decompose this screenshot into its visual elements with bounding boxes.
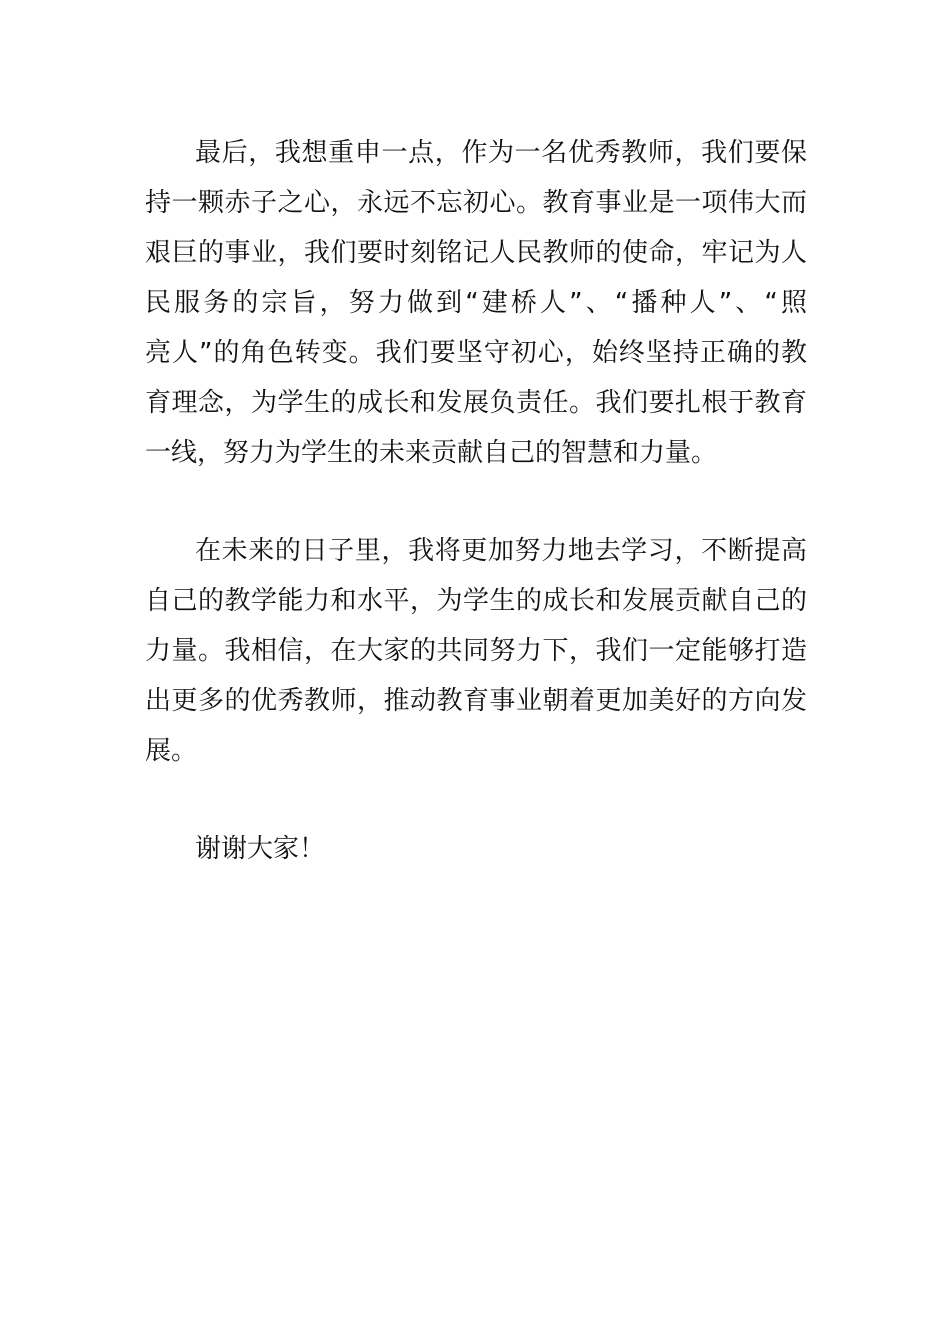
paragraph-2-line-2: 自己的教学能力和水平，为学生的成长和发展贡献自己的 xyxy=(145,586,807,616)
paragraph-2-line-4: 出更多的优秀教师，推动教育事业朝着更加美好的方向发 xyxy=(145,686,807,716)
paragraph-1-line-1: 最后，我想重申一点，作为一名优秀教师，我们要保 xyxy=(195,138,807,168)
paragraph-1-line-4: 民服务的宗旨，努力做到“建桥人”、“播种人”、“照 xyxy=(145,288,807,318)
paragraph-2-line-1: 在未来的日子里，我将更加努力地去学习，不断提高 xyxy=(195,536,807,566)
paragraph-1-line-3: 艰巨的事业，我们要时刻铭记人民教师的使命，牢记为人 xyxy=(145,238,807,268)
paragraph-2-line-3: 力量。我相信，在大家的共同努力下，我们一定能够打造 xyxy=(145,636,807,666)
closing-line: 谢谢大家！ xyxy=(195,834,326,864)
paragraph-1-line-6: 育理念，为学生的成长和发展负责任。我们要扎根于教育 xyxy=(145,388,807,418)
paragraph-1-line-2: 持一颗赤子之心，永远不忘初心。教育事业是一项伟大而 xyxy=(145,188,807,218)
paragraph-1-line-5: 亮人”的角色转变。我们要坚守初心，始终坚持正确的教 xyxy=(145,338,807,368)
paragraph-2-line-5: 展。 xyxy=(145,736,198,766)
paragraph-1-line-7: 一线，努力为学生的未来贡献自己的智慧和力量。 xyxy=(145,438,718,468)
